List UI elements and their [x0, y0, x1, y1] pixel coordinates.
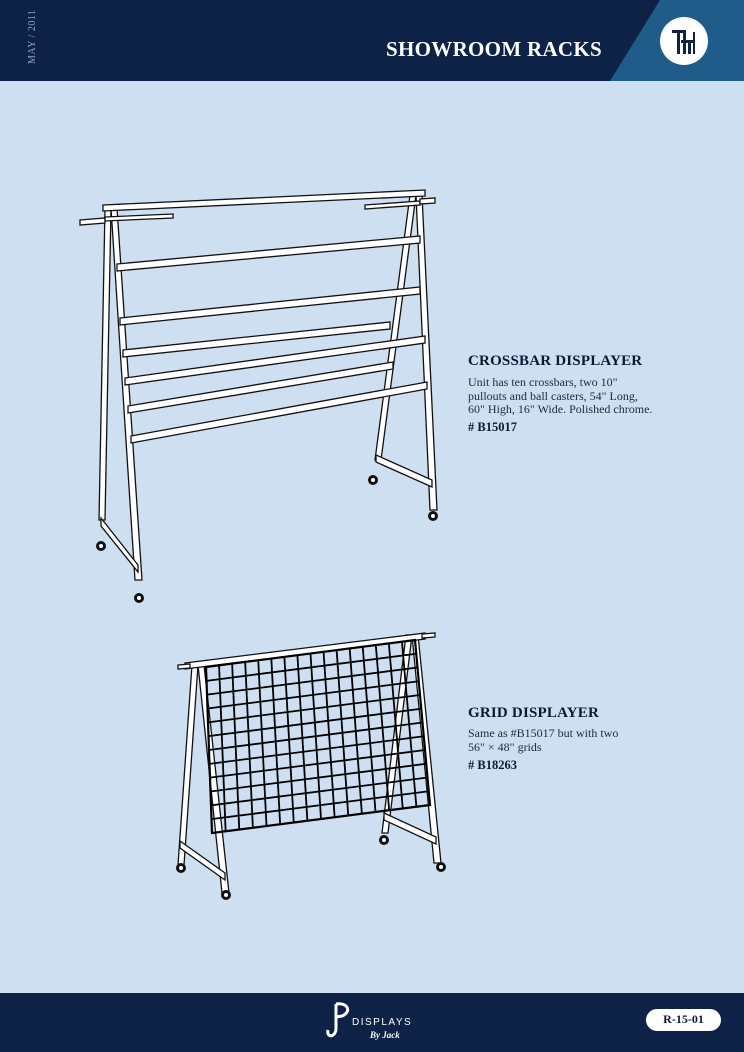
grid-rack-illustration [170, 625, 455, 905]
description-line: Same as #B15017 but with two [468, 726, 619, 740]
product-description-crossbar [468, 376, 652, 417]
rack-brand-logo-icon [659, 16, 709, 66]
date-label: MAY / 2011 [27, 10, 38, 65]
product-title-grid: GRID DISPLAYER [468, 705, 600, 721]
footer-brand-name: DISPLAYS [352, 1017, 413, 1028]
header-accent-stripe [0, 0, 744, 81]
description-line: pullouts and ball casters, 54" Long, [468, 388, 638, 403]
page-title: SHOWROOM RACKS [386, 37, 602, 61]
displays-by-jack-logo-icon [322, 998, 422, 1044]
description-line: 60" High, 16" Wide. Polished chrome. [468, 402, 653, 416]
product-title-crossbar: CROSSBAR DISPLAYER [468, 353, 643, 369]
description-line: 56" × 48" grids [468, 739, 542, 754]
crossbar-rack-illustration [75, 180, 445, 610]
description-line: Unit has ten crossbars, two 10" [468, 375, 618, 389]
product-description-grid [468, 727, 618, 754]
product-code-grid: # B18263 [468, 758, 517, 772]
product-code-crossbar: # B15017 [468, 420, 517, 434]
footer-brand-tagline: By Jack [370, 1030, 400, 1040]
page-code-badge: R-15-01 [645, 1008, 722, 1032]
